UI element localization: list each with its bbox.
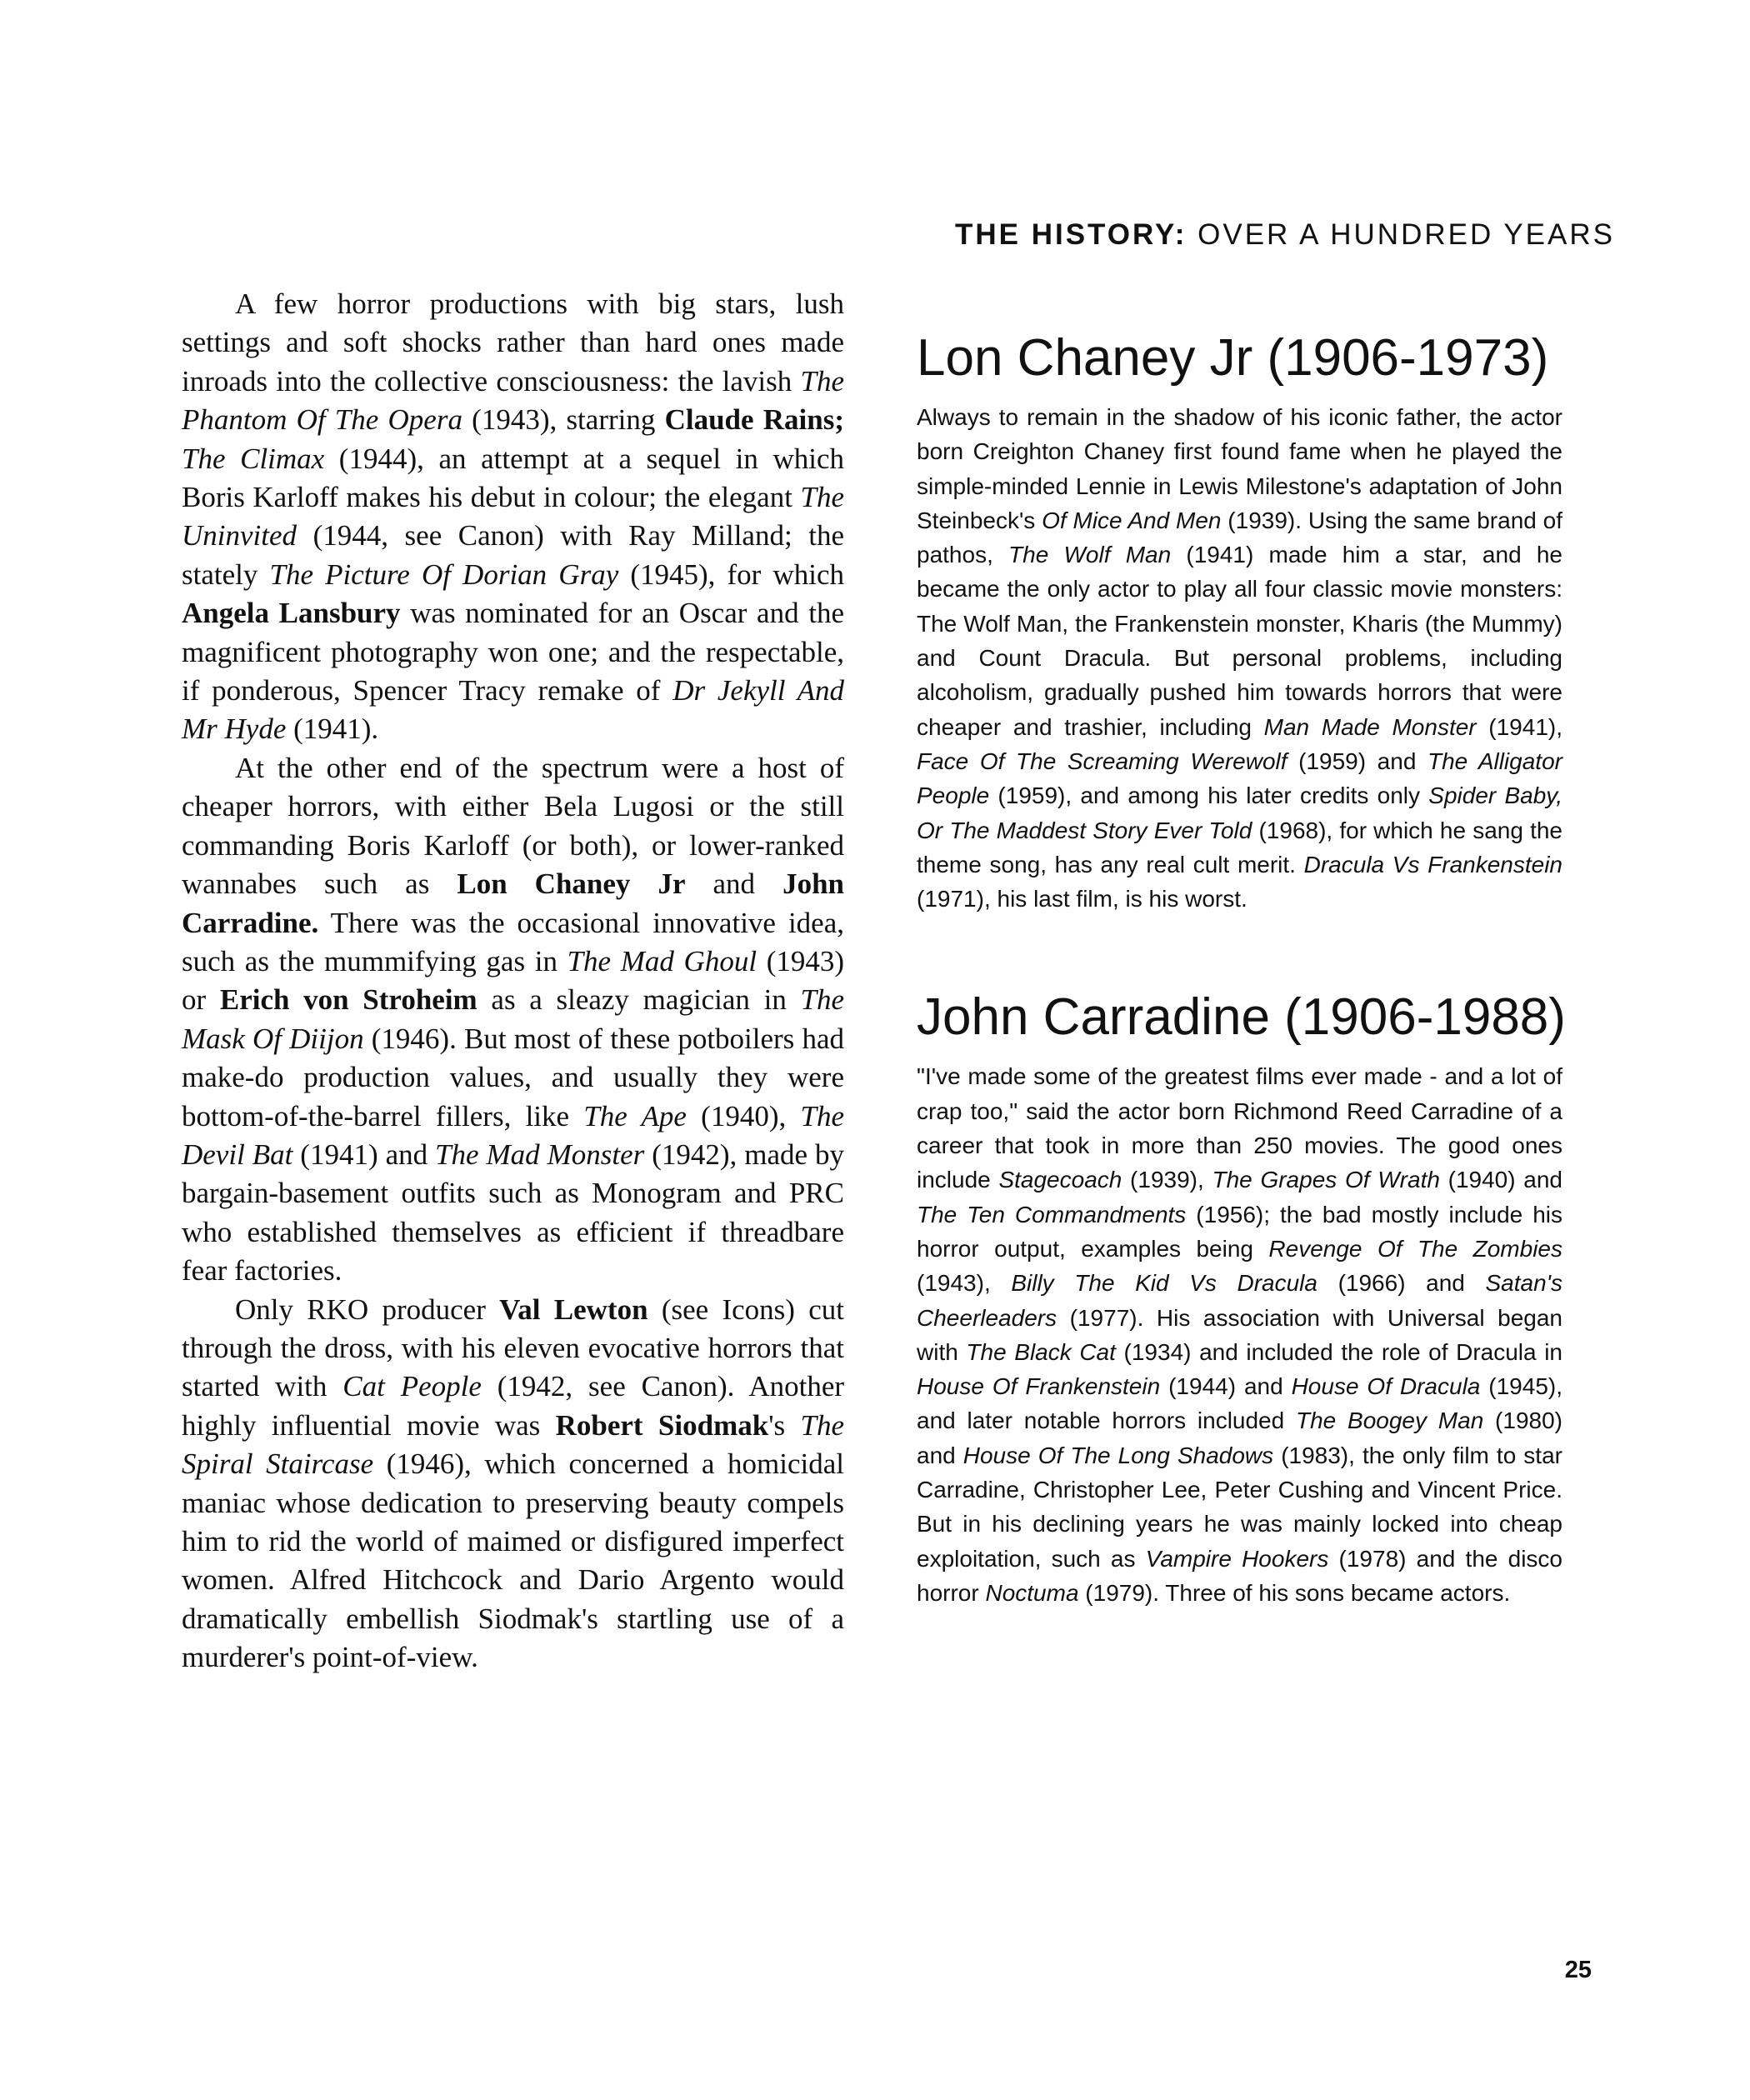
film-title: House Of The Long Shadows (962, 1442, 1274, 1468)
film-title: The Boogey Man (1296, 1408, 1484, 1434)
film-title: The Phantom Of The Opera (182, 364, 844, 437)
text-run: (1980) and (917, 1408, 1562, 1468)
body-paragraph (182, 285, 844, 749)
sidebar-body (917, 400, 1562, 916)
sidebar-body (917, 1059, 1562, 1610)
text-run: (1941) made him a star, and he became the only actor to play all four classic movie monsters: The Wolf Man, the Frankenstein monster, Kharis (the Mummy) and Count Dracula. But personal problems, including alcoholism, gradually pushed him towards horrors that were cheaper and trashier, including (917, 542, 1562, 740)
film-title: The Wolf Man (1008, 542, 1172, 568)
film-title: Spider Baby, Or The Maddest Story Ever Told (917, 782, 1562, 843)
film-title: Of Mice And Men (1042, 507, 1222, 533)
name-highlight: John Carradine. (182, 868, 844, 939)
text-run: and (685, 868, 783, 901)
film-title: Vampire Hookers (1145, 1545, 1329, 1572)
text-run: (1959), and among his later credits only (989, 782, 1429, 809)
text-run: (1941). (286, 712, 379, 746)
text-run: Only RKO producer (235, 1292, 500, 1326)
text-run: (1944, see Canon) with Ray Milland; the stately (182, 519, 844, 591)
text-run: A few horror productions with big stars, lush settings and soft shocks rather than hard ones made inroads into the collective consciousness: the lavish (182, 288, 844, 398)
film-title: The Devil Bat (182, 1099, 845, 1171)
body-paragraph (182, 1291, 844, 1678)
text-run: (1959) and (1287, 748, 1428, 774)
film-title: Billy The Kid Vs Dracula (1011, 1270, 1318, 1297)
running-head (955, 218, 1615, 252)
text-run: (1946), which concerned a homicidal maniac whose dedication to preserving beauty compels him to rid the world of maimed or disfigured imperfect women. Alfred Hitchcock and Dario Argento would dramatically embellish Siodmak's startling use of a murderer's point-of-view. (182, 1448, 845, 1674)
main-text-column (182, 285, 844, 1678)
film-title: The Picture Of Dorian Gray (269, 558, 619, 591)
text-run: (1939). Using the same brand of pathos, (917, 507, 1562, 568)
name-highlight: Erich von Stroheim (219, 983, 478, 1017)
film-title: The Spiral Staircase (182, 1408, 844, 1481)
body-paragraph (182, 749, 844, 1291)
text-run: (1943) or (182, 944, 845, 1017)
text-run: (1979). Three of his sons became actors. (1078, 1579, 1511, 1606)
film-title: The Mad Ghoul (567, 944, 758, 978)
sidebar-title: John Carradine (1906-1988) (917, 988, 1566, 1047)
film-title: Face Of The Screaming Werewolf (917, 748, 1288, 774)
text-run: (1956); the bad mostly include his horror output, examples being (917, 1201, 1563, 1262)
film-title: Noctuma (985, 1579, 1079, 1606)
page-number: 25 (1564, 1957, 1592, 1983)
sidebar-john-carradine (917, 984, 1566, 1610)
film-title: House Of Frankenstein (917, 1373, 1161, 1400)
sidebar-lon-chaney (917, 325, 1562, 916)
name-highlight: Robert Siodmak (555, 1408, 769, 1442)
film-title: Dracula Vs Frankenstein (1303, 851, 1563, 878)
film-title: The Alligator People (917, 748, 1562, 809)
text-run: (1983), the only film to star Carradine, Christopher Lee, Peter Cushing and Vincent Price. But in his declining years he was mainly locked into cheap exploitation, such as (917, 1442, 1562, 1572)
film-title: Revenge Of The Zombies (1268, 1235, 1562, 1262)
text-run: (1941) and (292, 1138, 436, 1171)
text-run: (1944) and (1160, 1373, 1292, 1400)
text-run: (1945), and later notable horrors included (917, 1373, 1562, 1434)
name-highlight: Lon Chaney Jr (457, 868, 686, 901)
film-title: Stagecoach (998, 1167, 1122, 1193)
text-run: (1978) and the disco horror (917, 1545, 1563, 1606)
text-run: (1968), for which he sang the theme song, has any real cult merit. (917, 817, 1562, 878)
running-head-section: THE HISTORY: (954, 218, 1188, 251)
text-run: as a sleazy magician in (477, 983, 801, 1017)
text-run: At the other end of the spectrum were a host of cheaper horrors, with either Bela Lugosi or the still commanding Boris Karloff (or both), or lower-ranked wannabes such as (182, 751, 844, 901)
text-run: 's (768, 1408, 801, 1442)
text-run: Always to remain in the shadow of his iconic father, the actor born Creighton Chaney first found fame when he played the simple-minded Lennie in Lewis Milestone's adaptation of John Steinbeck's (917, 404, 1562, 533)
text-run: (1940) and (1439, 1167, 1562, 1193)
text-run: There was the occasional innovative idea, such as the mummifying gas in (182, 906, 844, 978)
film-title: The Grapes Of Wrath (1212, 1167, 1440, 1193)
film-title: The Mad Monster (435, 1138, 645, 1171)
film-title: Man Made Monster (1263, 713, 1477, 740)
text-run: (see Icons) cut through the dross, with his eleven evocative horrors that started with (182, 1292, 844, 1403)
text-run: (1942, see Canon). Another highly influential movie was (182, 1370, 845, 1442)
film-title: The Mask Of Diijon (182, 983, 845, 1055)
text-run: (1946). But most of these potboilers had make-do production values, and usually they were bottom-of-the-barrel fillers, like (182, 1022, 844, 1132)
text-run: (1945), for which (618, 558, 844, 591)
film-title: The Ape (583, 1099, 687, 1132)
film-title: The Uninvited (182, 481, 844, 552)
film-title: The Ten Commandments (917, 1201, 1187, 1228)
text-run: (1966) and (1317, 1270, 1486, 1297)
film-title: Cat People (342, 1370, 482, 1403)
text-run: (1944), an attempt at a sequel in which Boris Karloff makes his debut in colour; the elegant (182, 442, 844, 514)
text-run: (1939), (1122, 1167, 1212, 1193)
text-run: (1940), (686, 1099, 801, 1132)
text-run: (1942), made by bargain-basement outfits such as Monogram and PRC who established themselves as efficient if threadbare fear factories. (182, 1138, 844, 1288)
name-highlight: Val Lewton (499, 1292, 648, 1326)
sidebar-title: Lon Chaney Jr (1906-1973) (917, 329, 1549, 387)
text-run: "I've made some of the greatest films ever made - and a lot of crap too," said the actor born Richmond Reed Carradine of a career that took in more than 250 movies. The good ones include (917, 1063, 1562, 1193)
running-head-title: OVER A HUNDRED YEARS (1187, 218, 1615, 251)
text-run: (1943), (917, 1270, 1012, 1297)
film-title: The Black Cat (966, 1338, 1116, 1365)
film-title: Dr Jekyll And Mr Hyde (182, 674, 845, 746)
sidebar-column (917, 325, 1566, 1610)
name-highlight: Angela Lansbury (182, 597, 401, 630)
text-run: (1943), starring (462, 403, 665, 437)
film-title: The Climax (182, 442, 325, 475)
text-run: (1941), (1476, 713, 1562, 740)
film-title: House Of Dracula (1291, 1373, 1481, 1400)
name-highlight: Claude Rains; (664, 403, 844, 437)
text-run: (1971), his last film, is his worst. (917, 886, 1248, 912)
text-run: (1934) and included the role of Dracula in (1115, 1338, 1562, 1365)
text-run: was nominated for an Oscar and the magnificent photography won one; and the respectable, if ponderous, Spencer Tracy remake of (182, 597, 844, 708)
film-title: Satan's Cheerleaders (917, 1270, 1562, 1331)
text-run: (1977). His association with Universal began with (917, 1304, 1562, 1365)
